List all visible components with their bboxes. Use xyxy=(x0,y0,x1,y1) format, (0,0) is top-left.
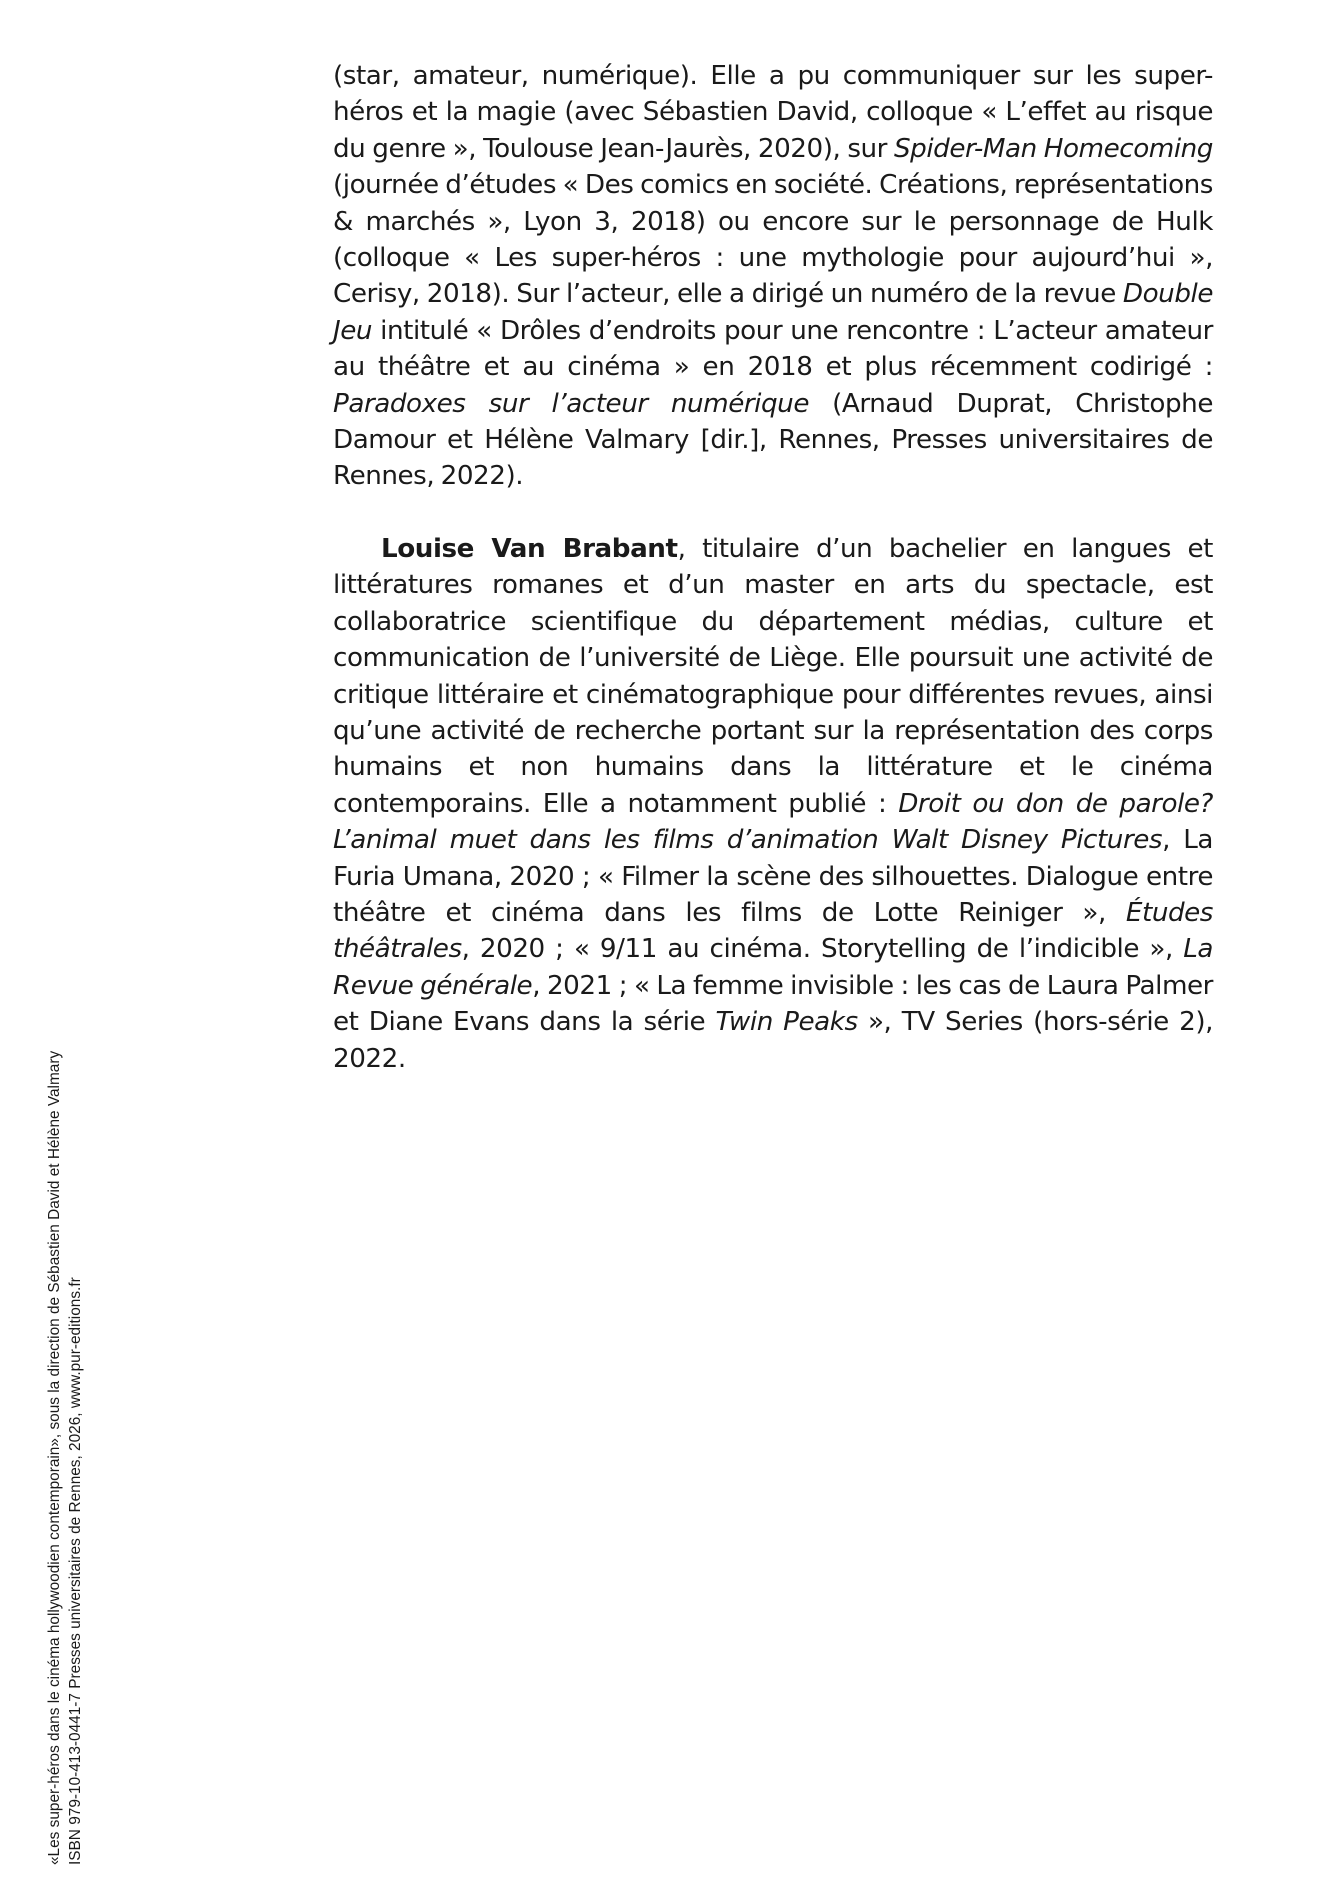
text-run: (journée d’études « Des comics en société. Créations, représentations & marchés », Lyon 3, 2018) ou encore sur le personnage de Hulk (colloque « Les super-héros : une mythologie pour aujourd’hui », Cerisy, 2018). Sur l’acteur, elle a dirigé un numéro de la revue xyxy=(333,170,1213,310)
text-run: , 2021 ; « La femme invisible : les cas de Laura Palmer et Diane Evans dans la série xyxy=(333,970,1214,1038)
paragraph-bio-1 xyxy=(333,58,1213,495)
paragraph-bio-2 xyxy=(333,531,1213,1077)
author-name: Louise Van Brabant xyxy=(381,533,678,564)
title-droit-ou-don: Droit ou don de parole? L’animal muet dans les films d’animation Walt Disney Pictures xyxy=(333,788,1213,856)
text-run: », TV Series (hors-série 2), 2022. xyxy=(333,1007,1213,1074)
title-paradoxes: Paradoxes sur l’acteur numérique xyxy=(333,388,809,419)
margin-note-line-1: «Les super-héros dans le cinéma hollywoodien contemporain», sous la direction de Sébastien David et Hélène Valmary xyxy=(46,1050,63,1865)
text-run: (Arnaud Duprat, Christophe Damour et Hélène Valmary [dir.], Rennes, Presses universitaires de Rennes, 2022). xyxy=(333,388,1213,492)
title-etudes-theatrales: Études théâtrales xyxy=(333,897,1213,965)
text-run: , titulaire d’un bachelier en langues et littératures romanes et d’un master en arts du spectacle, est collaboratrice scientifique du département médias, culture et communication de l’université de Liège. Elle poursuit une activité de critique littéraire et cinématographique pour différentes revues, ainsi qu’une activité de recherche portant sur la représentation des corps humains et non humains dans la littérature et le cinéma contemporains. Elle a notamment publié : xyxy=(333,533,1213,819)
text-run: intitulé « Drôles d’endroits pour une rencontre : L’acteur amateur au théâtre et au cinéma » en 2018 et plus récemment codirigé : xyxy=(333,315,1213,383)
text-run: (star, amateur, numérique). Elle a pu communiquer sur les super-héros et la magie (avec Sébastien David, colloque « L’effet au risque du genre », Toulouse Jean-Jaurès, 2020), sur xyxy=(333,61,1213,164)
title-double-jeu: Double Jeu xyxy=(333,279,1213,346)
text-run: , La Furia Umana, 2020 ; « Filmer la scène des silhouettes. Dialogue entre théâtre et cinéma dans les films de Lotte Reiniger », xyxy=(333,825,1213,928)
main-text xyxy=(333,58,1213,1077)
title-revue-generale: La Revue générale xyxy=(333,934,1213,1001)
title-spider-man-homecoming: Spider-Man Homecoming xyxy=(893,133,1213,164)
title-twin-peaks: Twin Peaks xyxy=(715,1007,858,1038)
margin-note-line-2: ISBN 979-10-413-0441-7 Presses universitaires de Rennes, 2026, www.pur-editions.fr xyxy=(67,1277,84,1865)
copyright-margin-note xyxy=(44,1051,86,1865)
text-run: , 2020 ; « 9/11 au cinéma. Storytelling de l’indicible », xyxy=(461,934,1184,965)
